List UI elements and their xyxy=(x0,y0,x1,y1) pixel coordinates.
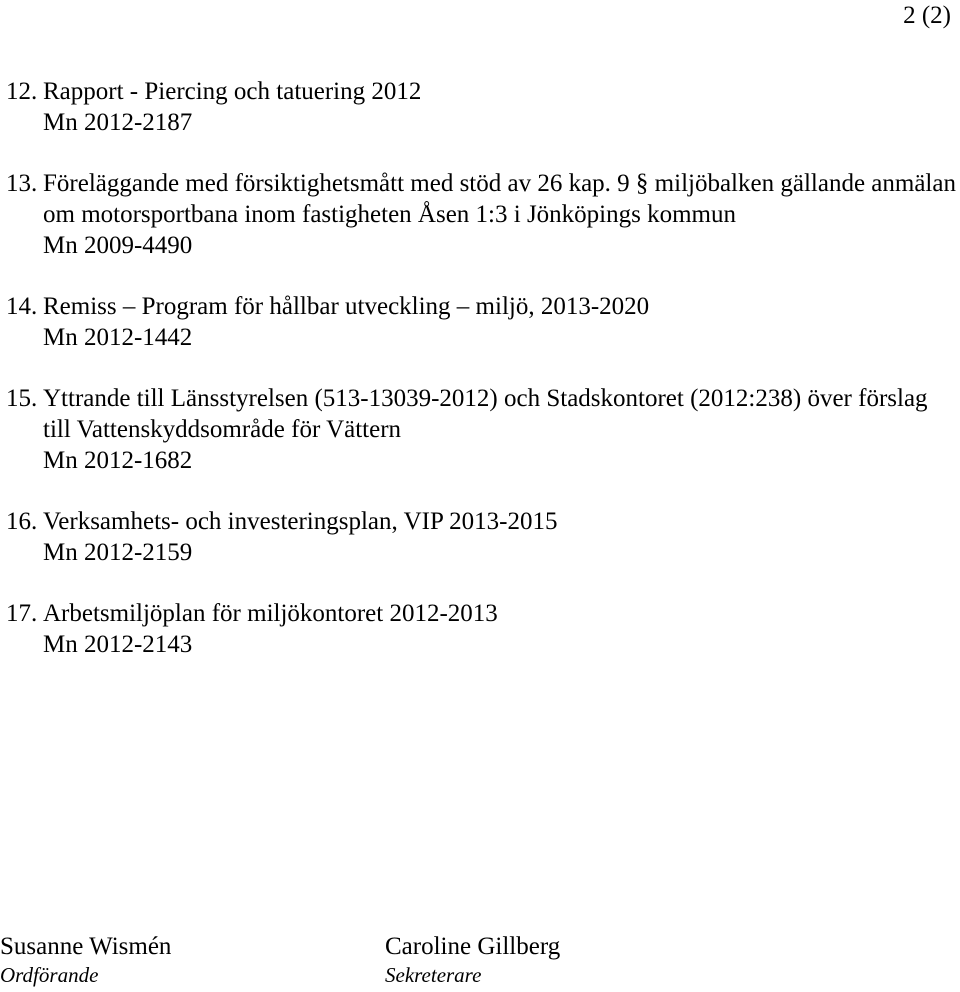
signatory-role: Sekreterare xyxy=(385,963,482,987)
agenda-list xyxy=(6,76,956,690)
item-title: Yttrande till Länsstyrelsen (513-13039-2012) och Stadskontoret (2012:238) över förslag till Vattenskyddsområde för Vättern xyxy=(43,385,928,443)
item-reference: Mn 2012-2159 xyxy=(43,539,193,566)
item-reference: Mn 2009-4490 xyxy=(43,232,193,259)
agenda-item-17 xyxy=(6,598,956,660)
agenda-item-16 xyxy=(6,506,956,568)
item-number: 13. xyxy=(6,170,38,197)
item-title: Remiss – Program för hållbar utveckling – miljö, 2013-2020 xyxy=(43,293,650,320)
item-reference: Mn 2012-1682 xyxy=(43,447,193,474)
signatory-name: Susanne Wismén xyxy=(0,933,172,960)
item-number: 17. xyxy=(6,600,38,627)
signatory-name: Caroline Gillberg xyxy=(385,933,561,960)
item-number: 14. xyxy=(6,293,38,320)
page-number: 2 (2) xyxy=(903,2,951,29)
item-title: Föreläggande med försiktighetsmått med stöd av 26 kap. 9 § miljöbalken gällande anmälan om motorsportbana inom fastigheten Åsen 1:3 i Jönköpings kommun xyxy=(43,170,956,228)
item-number: 12. xyxy=(6,78,38,105)
signature-block xyxy=(0,932,960,992)
item-title: Arbetsmiljöplan för miljökontoret 2012-2013 xyxy=(43,600,498,627)
agenda-item-14 xyxy=(6,291,956,353)
item-title: Verksamhets- och investeringsplan, VIP 2013-2015 xyxy=(43,508,558,535)
agenda-item-13 xyxy=(6,168,956,261)
item-number: 16. xyxy=(6,508,38,535)
item-reference: Mn 2012-1442 xyxy=(43,324,193,351)
signature-chair xyxy=(0,932,171,989)
item-number: 15. xyxy=(6,385,38,412)
item-reference: Mn 2012-2143 xyxy=(43,631,193,658)
signatory-role: Ordförande xyxy=(0,963,99,987)
signature-secretary xyxy=(385,932,560,989)
item-reference: Mn 2012-2187 xyxy=(43,109,193,136)
item-title: Rapport - Piercing och tatuering 2012 xyxy=(43,78,422,105)
agenda-item-15 xyxy=(6,383,956,476)
agenda-item-12 xyxy=(6,76,956,138)
